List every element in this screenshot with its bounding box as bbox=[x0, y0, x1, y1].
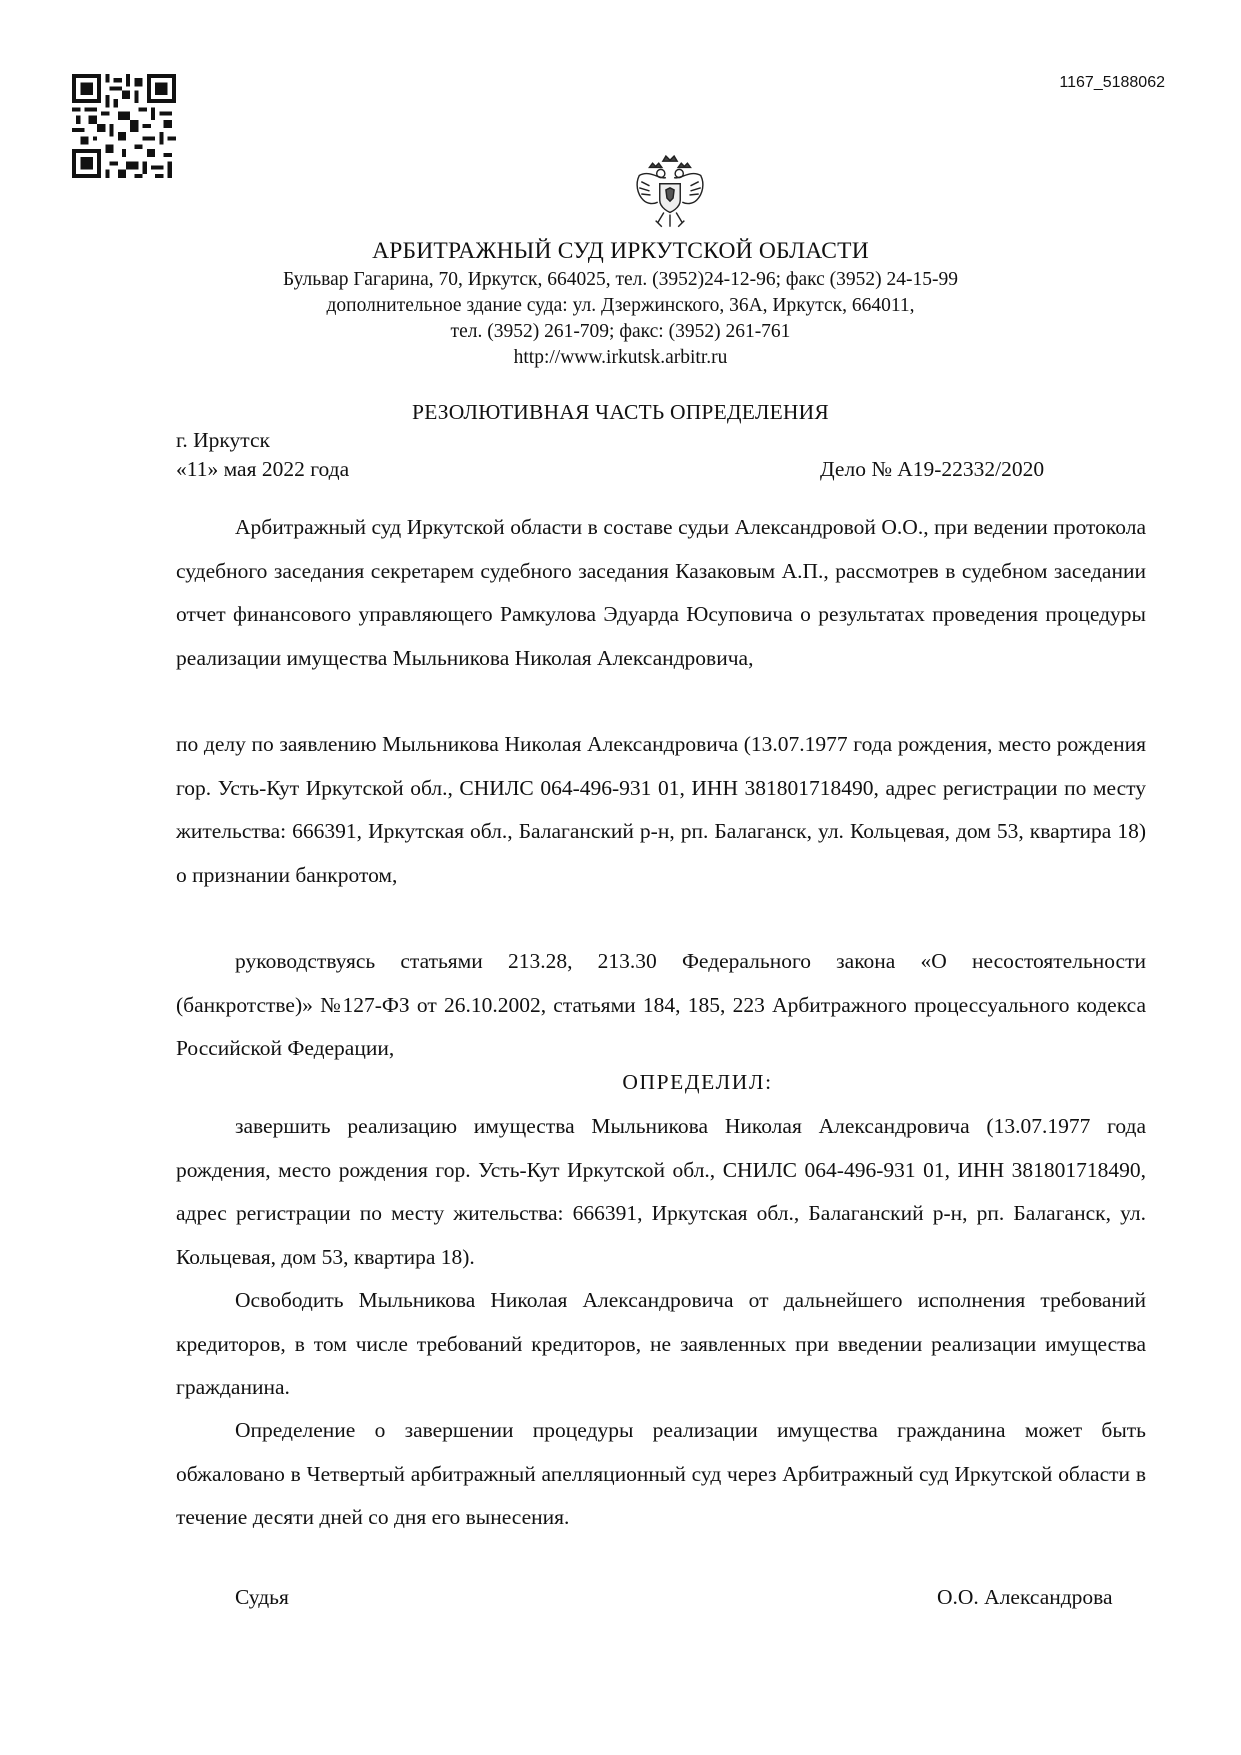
judge-name: О.О. Александрова bbox=[937, 1585, 1113, 1609]
city: г. Иркутск bbox=[176, 428, 270, 452]
court-phones: тел. (3952) 261-709; факс: (3952) 261-761 bbox=[450, 321, 791, 342]
court-address: Бульвар Гагарина, 70, Иркутск, 664025, тел. (3952)24-12-96; факс (3952) 24-15-99 bbox=[282, 269, 959, 290]
court-name: АРБИТРАЖНЫЙ СУД ИРКУТСКОЙ ОБЛАСТИ bbox=[372, 238, 869, 264]
ruling-paragraph: Освободить Мыльникова Николая Александровича от дальнейшего исполнения требований кредиторов, в том числе требований кредиторов, не заявленных при введении реализации имущества гражданина. bbox=[176, 1288, 1146, 1399]
signature-title: Судья bbox=[235, 1585, 289, 1609]
court-additional-building: дополнительное здание суда: ул. Дзержинского, 36А, Иркутск, 664011, bbox=[326, 295, 915, 316]
ruling-paragraph: Определение о завершении процедуры реализации имущества гражданина может быть обжаловано в Четвертый арбитражный апелляционный суд через Арбитражный суд Иркутской области в течение десяти дней со дня его вынесения. bbox=[176, 1418, 1146, 1529]
document-id: 1167_5188062 bbox=[1059, 74, 1165, 91]
body-paragraph: по делу по заявлению Мыльникова Николая Александровича (13.07.1977 года рождения, место рождения гор. Усть-Кут Иркутской обл., СНИЛС 064-496-931 01, ИНН 381801718490, адрес регистрации по месту жительства: 666391, Иркутская обл., Балаганский р-н, рп. Балаганск, ул. Кольцевая, дом 53, квартира 18) о признании банкротом, bbox=[176, 732, 1146, 887]
qr-code-icon bbox=[72, 74, 176, 178]
document-date: «11» мая 2022 года bbox=[176, 457, 350, 481]
court-website: http://www.irkutsk.arbitr.ru bbox=[513, 347, 728, 368]
coat-of-arms-icon bbox=[629, 153, 711, 235]
case-number: Дело № А19-22332/2020 bbox=[820, 457, 1045, 481]
decision-heading: ОПРЕДЕЛИЛ: bbox=[622, 1070, 773, 1094]
document-title: РЕЗОЛЮТИВНАЯ ЧАСТЬ ОПРЕДЕЛЕНИЯ bbox=[412, 400, 829, 424]
body-paragraph: руководствуясь статьями 213.28, 213.30 Федерального закона «О несостоятельности (банкротстве)» №127-ФЗ от 26.10.2002, статьями 184, 185, 223 Арбитражного процессуального кодекса Российской Федерации, bbox=[176, 949, 1146, 1060]
ruling-paragraph: завершить реализацию имущества Мыльникова Николая Александровича (13.07.1977 года рождения, место рождения гор. Усть-Кут Иркутской обл., СНИЛС 064-496-931 01, ИНН 381801718490, адрес регистрации по месту жительства: 666391, Иркутская обл., Балаганский р-н, рп. Балаганск, ул. Кольцевая, дом 53, квартира 18). bbox=[176, 1114, 1146, 1269]
body-paragraph: Арбитражный суд Иркутской области в составе судьи Александровой О.О., при ведении протокола судебного заседания секретарем судебного заседания Казаковым А.П., рассмотрев в судебном заседании отчет финансового управляющего Рамкулова Эдуарда Юсуповича о результатах проведения процедуры реализации имущества Мыльникова Николая Александровича, bbox=[176, 515, 1146, 670]
